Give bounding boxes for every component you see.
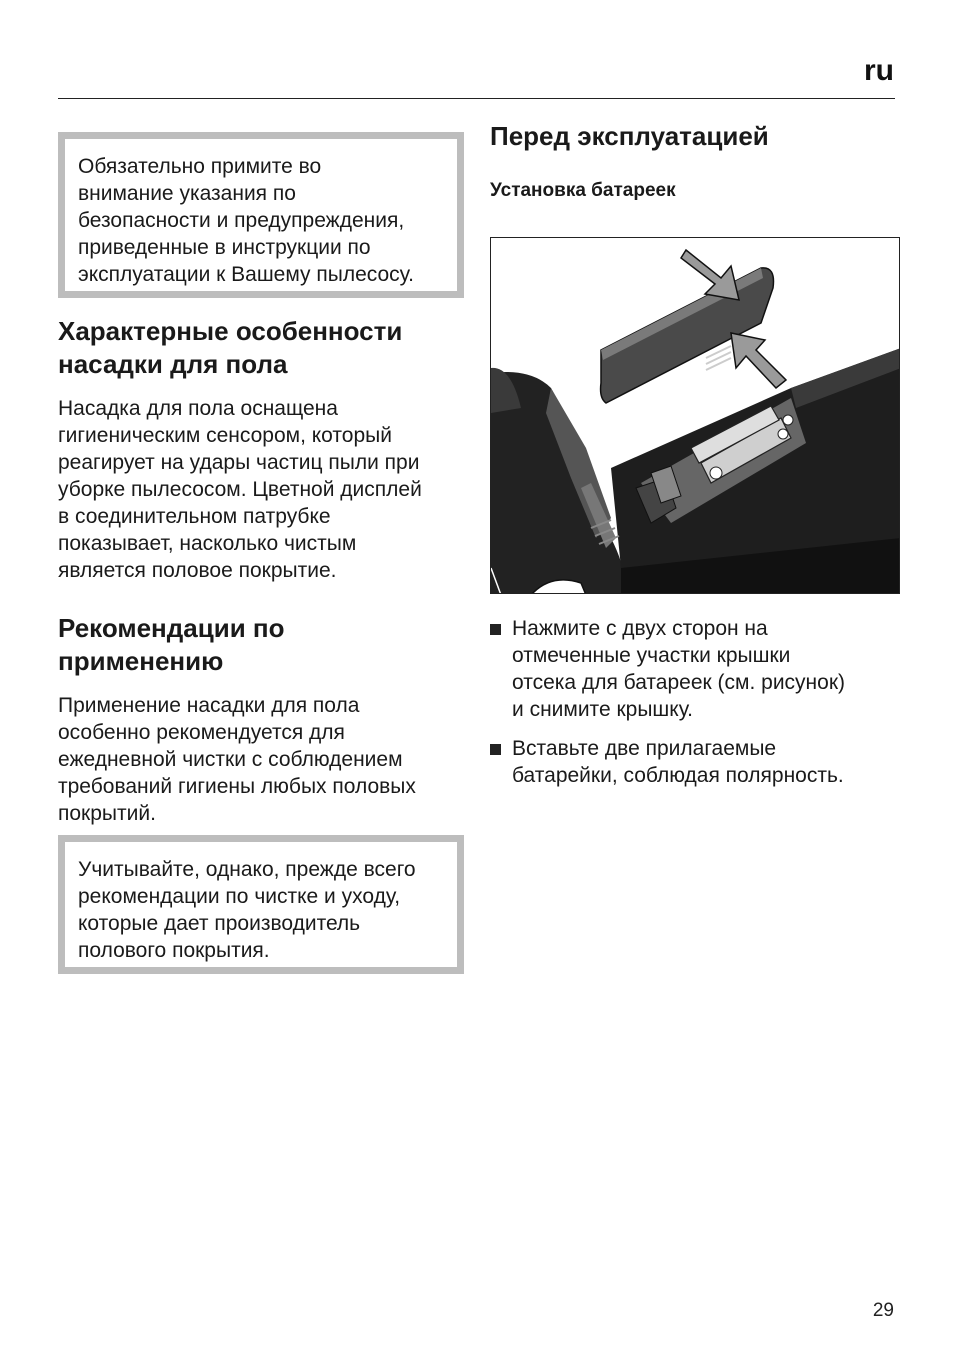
battery-installation-figure (490, 237, 900, 594)
subsection-title-batteries: Установка батареек (490, 180, 676, 201)
page-number: 29 (872, 1300, 894, 1321)
notice-line: внимание указания по (78, 182, 296, 205)
step-line: и снимите крышку. (512, 698, 693, 721)
body-line: покрытий. (58, 802, 156, 825)
step-line: Вставьте две прилагаемые (512, 737, 777, 760)
step-line: отсека для батареек (см. рисунок) (512, 671, 846, 694)
notice-line: безопасности и предупреждения, (78, 209, 405, 232)
list-item (490, 615, 900, 723)
right-column (490, 120, 900, 801)
installation-steps (490, 615, 900, 789)
section-body-recommendations (58, 692, 464, 827)
title-line: Характерные особенности (58, 316, 403, 346)
body-line: особенно рекомендуется для (58, 721, 345, 744)
body-line: в соединительном патрубке (58, 505, 331, 528)
notice-line: эксплуатации к Вашему пылесосу. (78, 263, 414, 286)
section-title-recommendations (58, 612, 464, 678)
notice-line: Обязательно примите во (78, 155, 322, 178)
bullet-square-icon (490, 624, 501, 635)
body-line: реагирует на удары частиц пыли при (58, 451, 420, 474)
title-line: Рекомендации по (58, 613, 285, 643)
list-item (490, 735, 900, 789)
notice-line: приведенные в инструкции по (78, 236, 371, 259)
step-line: отмеченные участки крышки (512, 644, 791, 667)
section-title-before-use: Перед эксплуатацией (490, 121, 769, 151)
body-line: уборке пылесосом. Цветной дисплей (58, 478, 422, 501)
notice-line: рекомендации по чистке и уходу, (78, 885, 401, 908)
safety-notice-box (58, 132, 464, 298)
body-line: ежедневной чистки с соблюдением (58, 748, 403, 771)
section-title-features (58, 315, 464, 381)
notice-line: Учитывайте, однако, прежде всего (78, 858, 416, 881)
notice-line: которые дает производитель (78, 912, 361, 935)
header-rule (58, 98, 895, 99)
left-column (58, 132, 464, 974)
notice-line: полового покрытия. (78, 939, 270, 962)
language-code: ru (864, 54, 894, 87)
bullet-square-icon (490, 744, 501, 755)
step-line: батарейки, соблюдая полярность. (512, 764, 844, 787)
section-body-features (58, 395, 464, 584)
body-line: Применение насадки для пола (58, 694, 360, 717)
care-notice-box (58, 835, 464, 974)
body-line: показывает, насколько чистым (58, 532, 357, 555)
battery-compartment-illustration (491, 238, 900, 594)
body-line: гигиеническим сенсором, который (58, 424, 392, 447)
title-line: насадки для пола (58, 349, 288, 379)
body-line: Насадка для пола оснащена (58, 397, 338, 420)
body-line: является половое покрытие. (58, 559, 337, 582)
body-line: требований гигиены любых половых (58, 775, 416, 798)
title-line: применению (58, 646, 224, 676)
step-line: Нажмите с двух сторон на (512, 617, 768, 640)
